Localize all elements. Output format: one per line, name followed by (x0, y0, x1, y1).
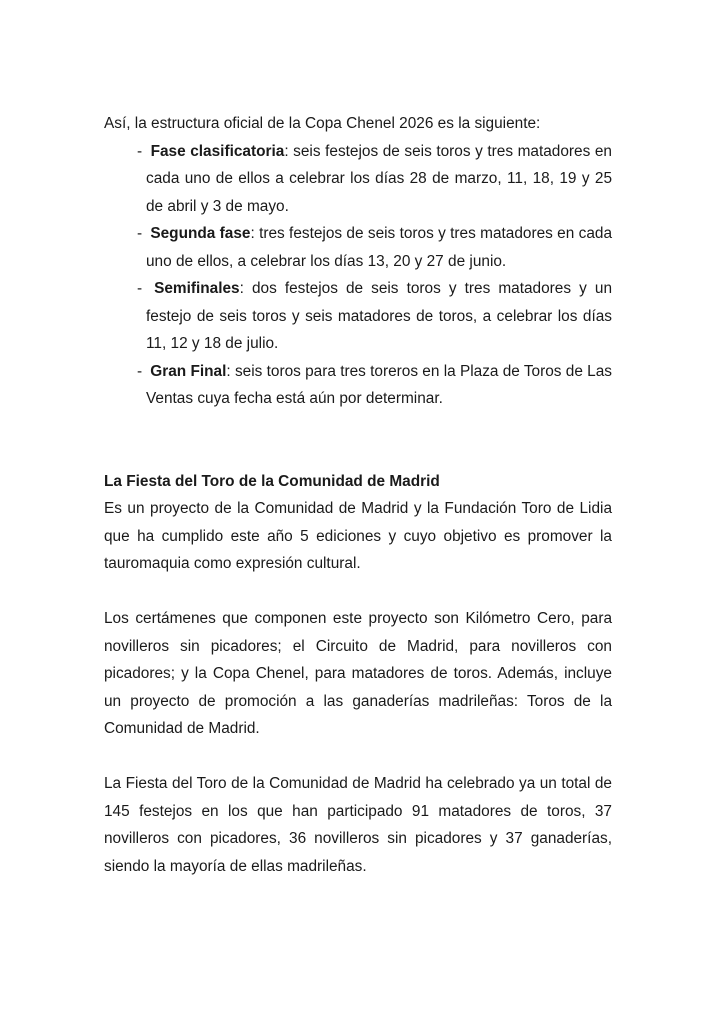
intro-line: Así, la estructura oficial de la Copa Chenel 2026 es la siguiente: (104, 115, 541, 132)
phase-name: Fase clasificatoria (150, 142, 285, 160)
dash-bullet: - (137, 225, 143, 242)
phase-description: : dos festejos de seis toros y tres matadores y un festejo de seis toros y seis matadores de toros, a celebrar los días 11, 12 y 18 de julio. (146, 280, 612, 352)
phase-description: : seis festejos de seis toros y tres matadores en cada uno de ellos a celebrar los días 28 de marzo, 11, 18, 19 y 25 de abril y 3 de mayo. (146, 142, 612, 215)
dash-bullet: - (137, 142, 143, 160)
paragraph: La Fiesta del Toro de la Comunidad de Madrid ha celebrado ya un total de 145 festejos en los que han participado 91 matadores de toros, 37 novilleros con picadores, 36 novilleros sin picadores y 37 ganaderías, siendo la mayoría de ellas madrileñas. (104, 775, 612, 875)
phase-list (104, 138, 612, 413)
section-title: La Fiesta del Toro de la Comunidad de Madrid (104, 472, 440, 490)
dash-bullet: - (137, 362, 143, 380)
list-item (104, 220, 612, 275)
list-item (104, 138, 612, 221)
phase-name: Semifinales (154, 280, 240, 297)
phase-name: Gran Final (150, 362, 227, 380)
dash-bullet: - (137, 280, 143, 297)
paragraph: Los certámenes que componen este proyecto son Kilómetro Cero, para novilleros sin picadores; el Circuito de Madrid, para novilleros con picadores; y la Copa Chenel, para matadores de toros. Además, incluye un proyecto de promoción a las ganaderías madrileñas: Toros de la Comunidad de Madrid. (104, 610, 612, 737)
list-item (104, 358, 612, 413)
document-page (104, 110, 612, 880)
list-item (104, 275, 612, 358)
paragraph: Es un proyecto de la Comunidad de Madrid y la Fundación Toro de Lidia que ha cumplido este año 5 ediciones y cuyo objetivo es promover la tauromaquia como expresión cultural. (104, 500, 612, 572)
phase-description: : tres festejos de seis toros y tres matadores en cada uno de ellos, a celebrar los días 13, 20 y 27 de junio. (146, 225, 612, 270)
phase-name: Segunda fase (150, 225, 251, 242)
section-block (104, 468, 612, 881)
phase-description: : seis toros para tres toreros en la Plaza de Toros de Las Ventas cuya fecha está aún por determinar. (146, 362, 612, 407)
